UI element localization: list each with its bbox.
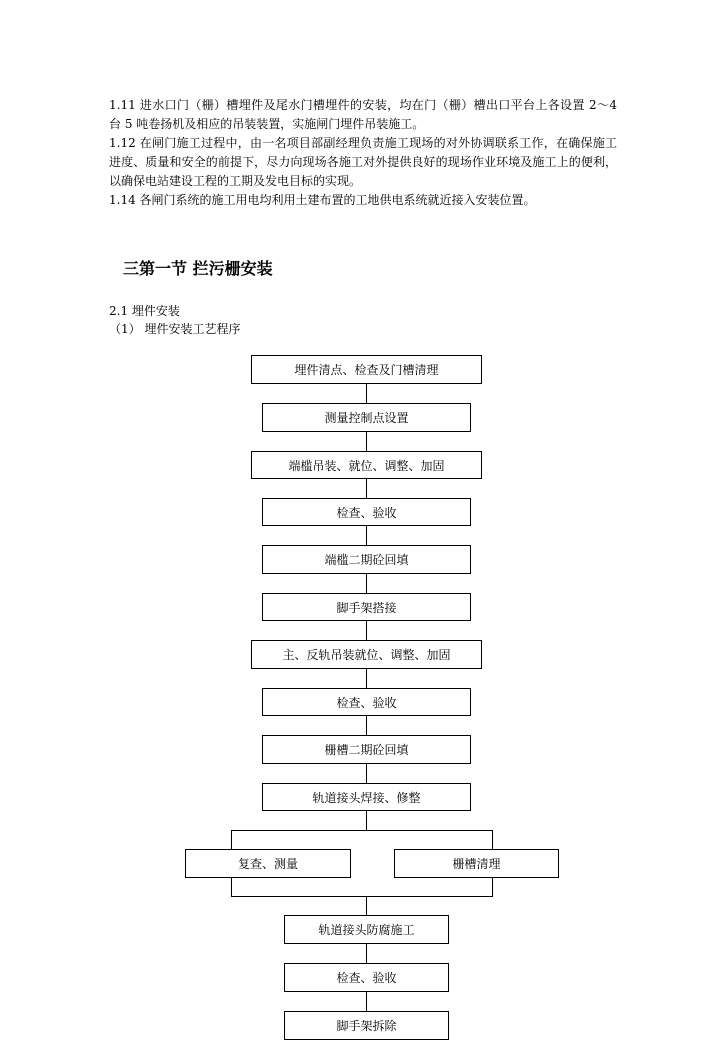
connector-line bbox=[366, 384, 367, 403]
paragraph-1-12: 1.12 在闸门施工过程中，由一名项目部副经理负责施工现场的对外协调联系工作，在确保施工进度、质量和安全的前提下，尽力向现场各施工对外提供良好的现场作业环境及施工上的便利，以确保电站建设工程的工期及发电目标的实现。 bbox=[109, 136, 617, 188]
connector-line bbox=[366, 526, 367, 545]
flow-step: 端槛二期砼回填 bbox=[262, 545, 471, 574]
branch-merge-line bbox=[231, 896, 493, 897]
subsection-title: 2.1 埋件安装 bbox=[109, 304, 180, 318]
connector-line bbox=[366, 621, 367, 640]
flow-step: 脚手架拆除 bbox=[284, 1011, 449, 1040]
connector-line bbox=[366, 479, 367, 498]
branch-split-line bbox=[231, 830, 493, 831]
flow-step: 轨道接头焊接、修整 bbox=[262, 783, 471, 811]
connector-line bbox=[492, 830, 493, 849]
flow-step: 测量控制点设置 bbox=[262, 403, 471, 432]
connector-line bbox=[231, 878, 232, 896]
connector-line bbox=[366, 764, 367, 783]
connector-line bbox=[366, 811, 367, 830]
connector-line bbox=[366, 669, 367, 688]
connector-line bbox=[366, 574, 367, 593]
connector-line bbox=[366, 992, 367, 1011]
connector-line bbox=[366, 944, 367, 963]
section-heading: 三第一节 拦污栅安装 bbox=[123, 259, 273, 278]
flow-step: 埋件清点、检查及门槽清理 bbox=[251, 355, 482, 384]
connector-line bbox=[366, 432, 367, 451]
flow-step: 检查、验收 bbox=[284, 963, 449, 992]
paragraph-1-11: 1.11 进水口门（栅）槽埋件及尾水门槽埋件的安装，均在门（栅）槽出口平台上各设置 2～4 台 5 吨卷扬机及相应的吊装装置，实施闸门埋件吊装施工。 bbox=[109, 98, 617, 131]
connector-line bbox=[492, 878, 493, 896]
connector-line bbox=[231, 830, 232, 849]
flow-step: 主、反轨吊装就位、调整、加固 bbox=[251, 640, 482, 669]
flow-step: 检查、验收 bbox=[262, 688, 471, 716]
flow-step: 检查、验收 bbox=[262, 498, 471, 526]
flow-step: 端槛吊装、就位、调整、加固 bbox=[251, 451, 482, 479]
subsection-item: （1） 埋件安装工艺程序 bbox=[109, 322, 241, 336]
flow-step: 脚手架搭接 bbox=[262, 593, 471, 621]
flow-branch-left: 复查、测量 bbox=[185, 849, 351, 878]
connector-line bbox=[366, 716, 367, 735]
paragraph-1-14: 1.14 各闸门系统的施工用电均利用土建布置的工地供电系统就近接入安装位置。 bbox=[109, 193, 536, 207]
flow-branch-right: 栅槽清理 bbox=[394, 849, 559, 878]
flow-step: 栅槽二期砼回填 bbox=[262, 735, 471, 764]
flow-step: 轨道接头防腐施工 bbox=[284, 915, 449, 944]
connector-line bbox=[366, 896, 367, 915]
